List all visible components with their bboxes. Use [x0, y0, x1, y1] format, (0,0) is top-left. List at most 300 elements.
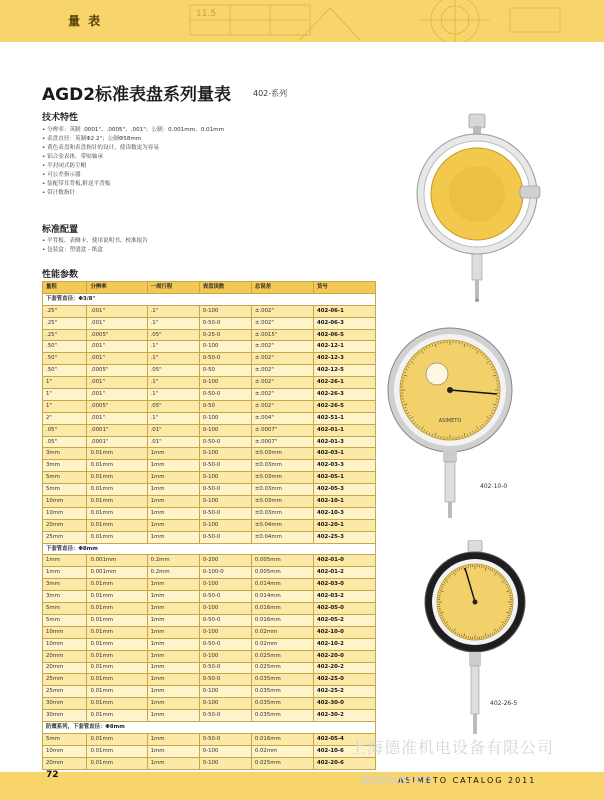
table-cell: 2" [43, 412, 87, 424]
table-cell: .0001" [87, 436, 147, 448]
table-cell: 402-20-2 [313, 662, 375, 674]
table-cell: .001" [87, 317, 147, 329]
gauge3-caption: 402-26-5 [490, 700, 518, 707]
table-cell: 0-100 [199, 424, 251, 436]
table-cell: 0.01mm [87, 662, 147, 674]
table-cell: 0.025mm [251, 757, 313, 769]
table-row [43, 365, 376, 377]
table-cell: 30mm [43, 710, 87, 722]
table-cell: .001" [87, 412, 147, 424]
table-row [43, 353, 376, 365]
table-cell: 402-06-1 [313, 305, 375, 317]
table-cell: 0-100 [199, 377, 251, 389]
section-label: 量 表 [68, 14, 103, 28]
table-row [43, 377, 376, 389]
table-cell: 0.01mm [87, 460, 147, 472]
page-number: 72 [46, 770, 59, 780]
table-row [43, 674, 376, 686]
table-cell: 5mm [43, 603, 87, 615]
table-row [43, 341, 376, 353]
table-row [43, 507, 376, 519]
table-cell: 0-100 [199, 745, 251, 757]
table-cell: ±0.04mm [251, 519, 313, 531]
table-cell: 0-50 [199, 365, 251, 377]
table-cell: 0.005mm [251, 567, 313, 579]
table-cell: 402-12-3 [313, 353, 375, 365]
table-cell: 402-06-3 [313, 317, 375, 329]
dial-gauge-3-illustration [420, 540, 530, 740]
table-row [43, 603, 376, 615]
table-cell: 0.01mm [87, 745, 147, 757]
table-row [43, 662, 376, 674]
table-cell: 402-26-3 [313, 389, 375, 401]
table-cell: 0-50-0 [199, 317, 251, 329]
table-cell: .25" [43, 305, 87, 317]
table-cell: .001" [87, 305, 147, 317]
table-cell: 402-10-3 [313, 507, 375, 519]
table-cell: 1mm [147, 531, 199, 543]
table-cell: 0.016mm [251, 733, 313, 745]
table-cell: 0-100 [199, 305, 251, 317]
table-cell: 402-10-0 [313, 626, 375, 638]
table-cell: 3mm [43, 591, 87, 603]
table-cell: 402-06-5 [313, 329, 375, 341]
header-sketch-label: 11.5 [196, 9, 217, 19]
table-cell: 402-01-3 [313, 436, 375, 448]
table-row [43, 733, 376, 745]
table-cell: 10mm [43, 638, 87, 650]
table-row [43, 710, 376, 722]
table-cell: 402-26-1 [313, 377, 375, 389]
table-cell: ±0.03mm [251, 507, 313, 519]
table-cell: 0.01mm [87, 710, 147, 722]
table-row [43, 329, 376, 341]
table-cell: 1" [43, 377, 87, 389]
table-cell: 402-20-0 [313, 650, 375, 662]
table-cell: 0-100 [199, 626, 251, 638]
col-reading: 表盘读数 [199, 282, 251, 294]
table-cell: 3mm [43, 579, 87, 591]
table-cell: 0-100 [199, 686, 251, 698]
table-cell: 25mm [43, 531, 87, 543]
table-cell: 0.035mm [251, 710, 313, 722]
table-cell: 0.01mm [87, 674, 147, 686]
table-cell: 0.014mm [251, 591, 313, 603]
table-cell: 402-03-2 [313, 591, 375, 603]
table-cell: 402-05-2 [313, 614, 375, 626]
tech-bullets-item: • 可公差指示器 [42, 172, 81, 178]
table-row [43, 638, 376, 650]
table-cell: 0-50 [199, 400, 251, 412]
table-cell: 0.01mm [87, 614, 147, 626]
table-cell: 402-03-1 [313, 448, 375, 460]
table-row [43, 424, 376, 436]
table-cell: 5mm [43, 614, 87, 626]
table-cell: 0.02mm [251, 638, 313, 650]
table-cell: 1mm [147, 484, 199, 496]
table-cell: 1mm [147, 496, 199, 508]
table-cell: .50" [43, 341, 87, 353]
table-cell: 1mm [147, 460, 199, 472]
table-cell: 1mm [147, 662, 199, 674]
table-cell: 0.01mm [87, 733, 147, 745]
table-cell: 0-100 [199, 472, 251, 484]
table-cell: 402-20-1 [313, 519, 375, 531]
table-cell: 1mm [147, 579, 199, 591]
series-label: 402-系列 [253, 89, 288, 98]
table-cell: .05" [43, 424, 87, 436]
page-title: AGD2标准表盘系列量表 [42, 85, 232, 105]
table-cell: ±.0007" [251, 424, 313, 436]
table-cell: 10mm [43, 507, 87, 519]
table-cell: 0.01mm [87, 603, 147, 615]
table-cell: 20mm [43, 662, 87, 674]
table-cell: 0.035mm [251, 674, 313, 686]
table-cell: 0-100 [199, 579, 251, 591]
table-cell: 0-50-0 [199, 710, 251, 722]
group-header-row [43, 543, 376, 555]
table-row [43, 650, 376, 662]
table-cell: 0-100 [199, 341, 251, 353]
table-cell: 3mm [43, 460, 87, 472]
spec-table-body [43, 293, 376, 769]
table-cell: 0.035mm [251, 698, 313, 710]
table-cell: .25" [43, 329, 87, 341]
table-cell: 402-05-1 [313, 472, 375, 484]
table-cell: 0-50-0 [199, 507, 251, 519]
table-cell: ±.004" [251, 412, 313, 424]
gauge2-caption: 402-10-0 [480, 483, 508, 490]
group-title: 下套管直径：Φ3/8" [43, 293, 376, 305]
std-heading: 标准配置 [42, 225, 79, 235]
table-cell: 0.01mm [87, 472, 147, 484]
table-cell: 0.01mm [87, 626, 147, 638]
table-cell: 1mm [147, 472, 199, 484]
table-cell: 402-10-6 [313, 745, 375, 757]
table-cell: ±.002" [251, 305, 313, 317]
table-cell: 10mm [43, 626, 87, 638]
table-cell: 1mm [147, 757, 199, 769]
table-cell: 0.01mm [87, 757, 147, 769]
tech-bullets-item: • 带计数指针 [42, 190, 76, 196]
table-cell: 10mm [43, 745, 87, 757]
table-cell: 30mm [43, 698, 87, 710]
table-cell: 402-01-2 [313, 567, 375, 579]
table-cell: 0.025mm [251, 650, 313, 662]
table-cell: 0-100 [199, 496, 251, 508]
table-cell: 0-50-0 [199, 531, 251, 543]
table-cell: .001" [87, 389, 147, 401]
table-row [43, 305, 376, 317]
table-cell: 0.01mm [87, 591, 147, 603]
table-cell: 1mm [147, 710, 199, 722]
table-cell: .001" [87, 377, 147, 389]
table-cell: .05" [43, 436, 87, 448]
table-cell: 402-10-1 [313, 496, 375, 508]
table-cell: 0.01mm [87, 507, 147, 519]
table-cell: .25" [43, 317, 87, 329]
table-row [43, 496, 376, 508]
table-cell: ±0.03mm [251, 496, 313, 508]
table-cell: 402-26-5 [313, 400, 375, 412]
table-cell: 0-100 [199, 412, 251, 424]
std-bullets-item: • 包装盒：塑盛盒 - 纸盒 [42, 247, 103, 253]
table-cell: 0.01mm [87, 519, 147, 531]
table-cell: 402-30-2 [313, 710, 375, 722]
table-cell: .1" [147, 341, 199, 353]
table-cell: 1mm [147, 650, 199, 662]
table-cell: ±.0015" [251, 329, 313, 341]
table-cell: .01" [147, 424, 199, 436]
table-cell: 0.01mm [87, 579, 147, 591]
table-cell: 0.01mm [87, 698, 147, 710]
col-resolution: 分辨率 [87, 282, 147, 294]
table-row [43, 567, 376, 579]
table-row [43, 698, 376, 710]
table-cell: 0-100 [199, 650, 251, 662]
table-cell: ±.002" [251, 389, 313, 401]
col-part-no: 货号 [313, 282, 375, 294]
table-cell: 0.01mm [87, 650, 147, 662]
table-cell: 10mm [43, 496, 87, 508]
table-cell: 0.01mm [87, 531, 147, 543]
table-row [43, 757, 376, 769]
table-cell: 1mm [147, 733, 199, 745]
table-cell: .0001" [87, 424, 147, 436]
table-cell: 1mm [147, 519, 199, 531]
tech-bullets-item: • 半封闭式防尘帽 [42, 163, 87, 169]
table-cell: 0-200 [199, 555, 251, 567]
table-cell: .1" [147, 305, 199, 317]
table-cell: 1mm [147, 638, 199, 650]
watermark-company: 上海德准机电设备有限公司 [350, 738, 555, 757]
table-cell: 3mm [43, 448, 87, 460]
table-cell: 5mm [43, 472, 87, 484]
tech-bullets-item: • 铝合金表体，带贴轴承 [42, 154, 104, 160]
table-cell: .05" [147, 400, 199, 412]
table-row [43, 317, 376, 329]
table-cell: 0.016mm [251, 603, 313, 615]
header-band [0, 0, 604, 42]
table-cell: 0.025mm [251, 662, 313, 674]
table-cell: .0005" [87, 365, 147, 377]
tech-heading: 技术特性 [42, 113, 79, 123]
table-cell: 1mm [147, 603, 199, 615]
table-cell: 0.014mm [251, 579, 313, 591]
table-row [43, 555, 376, 567]
table-cell: 402-12-5 [313, 365, 375, 377]
table-cell: 1" [43, 400, 87, 412]
table-cell: 0-100 [199, 519, 251, 531]
table-cell: .50" [43, 353, 87, 365]
table-cell: 0.01mm [87, 496, 147, 508]
table-row [43, 448, 376, 460]
table-cell: .1" [147, 389, 199, 401]
dial-gauge-2-illustration [385, 322, 515, 522]
table-cell: 0-50-0 [199, 733, 251, 745]
table-cell: 1mm [147, 507, 199, 519]
table-row [43, 389, 376, 401]
table-cell: 25mm [43, 674, 87, 686]
table-cell: .0005" [87, 329, 147, 341]
table-cell: 1mm [147, 626, 199, 638]
spec-table [42, 281, 376, 770]
table-cell: 402-05-0 [313, 603, 375, 615]
group-title: 防震系列，下套管直径：Φ8mm [43, 721, 376, 733]
table-cell: ±.002" [251, 365, 313, 377]
table-cell: .50" [43, 365, 87, 377]
table-cell: 402-10-2 [313, 638, 375, 650]
table-cell: ±0.04mm [251, 531, 313, 543]
table-cell: .05" [147, 329, 199, 341]
table-cell: 1" [43, 389, 87, 401]
perf-heading: 性能参数 [42, 270, 79, 280]
tech-bullets [42, 126, 224, 198]
table-cell: 1mm [147, 745, 199, 757]
table-cell: .1" [147, 412, 199, 424]
table-cell: 1mm [43, 567, 87, 579]
table-row [43, 472, 376, 484]
table-cell: 0-100 [199, 757, 251, 769]
table-cell: ±0.03mm [251, 484, 313, 496]
table-row [43, 519, 376, 531]
table-cell: 402-25-0 [313, 674, 375, 686]
table-cell: 0-25-0 [199, 329, 251, 341]
col-travel: 一周行程 [147, 282, 199, 294]
table-cell: ±0.03mm [251, 472, 313, 484]
table-cell: ±0.03mm [251, 460, 313, 472]
table-row [43, 400, 376, 412]
table-cell: 0.005mm [251, 555, 313, 567]
table-cell: 0-50-0 [199, 353, 251, 365]
tech-bullets-item: • 装配带耳背板,附送平背板 [42, 181, 111, 187]
table-cell: 402-30-0 [313, 698, 375, 710]
table-cell: 1mm [147, 674, 199, 686]
table-cell: 0-100 [199, 603, 251, 615]
table-row [43, 745, 376, 757]
table-cell: 0.02mm [251, 626, 313, 638]
table-row [43, 412, 376, 424]
group-title: 下套管直径：Φ8mm [43, 543, 376, 555]
table-cell: 0.01mm [87, 686, 147, 698]
table-cell: 402-20-6 [313, 757, 375, 769]
table-cell: 0.01mm [87, 448, 147, 460]
table-cell: 402-05-4 [313, 733, 375, 745]
table-row [43, 531, 376, 543]
table-cell: 0-100 [199, 698, 251, 710]
watermark-domain: dezhun.cn [360, 772, 433, 788]
table-cell: 0.2mm [147, 555, 199, 567]
spec-table-header [43, 282, 376, 294]
table-cell: 0-50-0 [199, 436, 251, 448]
table-cell: 402-25-2 [313, 686, 375, 698]
table-cell: 0.02mm [251, 745, 313, 757]
table-cell: .05" [147, 365, 199, 377]
table-cell: 402-03-0 [313, 579, 375, 591]
table-cell: ±.002" [251, 341, 313, 353]
table-cell: .1" [147, 377, 199, 389]
catalog-title: ASIMETO CATALOG 2011 [398, 776, 537, 785]
table-cell: .001" [87, 341, 147, 353]
table-cell: .0005" [87, 400, 147, 412]
table-cell: 20mm [43, 757, 87, 769]
tech-bullets-item: • 分辨率：英制 .0001"、.0005"、.001"；公制：0.001mm、0.01mm [42, 127, 225, 133]
table-cell: ±.002" [251, 377, 313, 389]
table-cell: ±.0007" [251, 436, 313, 448]
table-row [43, 484, 376, 496]
table-cell: 0-50-0 [199, 460, 251, 472]
table-cell: 5mm [43, 733, 87, 745]
table-cell: 0.001mm [87, 567, 147, 579]
table-row [43, 614, 376, 626]
table-cell: 0-50-0 [199, 638, 251, 650]
table-cell: 0-50-0 [199, 591, 251, 603]
tech-bullets-item: • 黄色表盘和表盘指针的设计，使读数更为容易 [42, 145, 159, 151]
group-header-row [43, 293, 376, 305]
table-cell: 20mm [43, 519, 87, 531]
table-cell: 402-01-1 [313, 424, 375, 436]
table-cell: ±0.03mm [251, 448, 313, 460]
table-row [43, 460, 376, 472]
table-row [43, 591, 376, 603]
table-cell: 0-50-0 [199, 662, 251, 674]
table-cell: 0-50-0 [199, 674, 251, 686]
table-cell: .01" [147, 436, 199, 448]
table-cell: 0-100-0 [199, 567, 251, 579]
table-cell: 0.035mm [251, 686, 313, 698]
table-cell: 402-51-1 [313, 412, 375, 424]
table-cell: 1mm [147, 591, 199, 603]
table-cell: 0-50-0 [199, 389, 251, 401]
table-row [43, 686, 376, 698]
table-cell: 0.01mm [87, 638, 147, 650]
table-cell: 402-12-1 [313, 341, 375, 353]
table-cell: 1mm [147, 686, 199, 698]
table-cell: 0.2mm [147, 567, 199, 579]
table-cell: 402-25-3 [313, 531, 375, 543]
dial-brand-label: ASIMETO [438, 418, 462, 424]
tech-bullets-item: • 表盘直径：英制Φ2.2"；公制Φ58mm [42, 136, 142, 142]
table-cell: 0.016mm [251, 614, 313, 626]
table-cell: 402-01-0 [313, 555, 375, 567]
table-cell: ±.002" [251, 317, 313, 329]
table-cell: 20mm [43, 650, 87, 662]
table-row [43, 626, 376, 638]
table-cell: 1mm [147, 448, 199, 460]
table-cell: 25mm [43, 686, 87, 698]
std-bullets [42, 237, 148, 255]
table-cell: 0-50-0 [199, 484, 251, 496]
table-row [43, 579, 376, 591]
dial-gauge-1-illustration [412, 112, 542, 302]
table-cell: .1" [147, 317, 199, 329]
table-cell: 0-100 [199, 448, 251, 460]
table-cell: 402-05-3 [313, 484, 375, 496]
col-error: 总误差 [251, 282, 313, 294]
table-cell: ±.002" [251, 400, 313, 412]
std-bullets-item: • 平背板、表侧卡、使用说明书、校准报告 [42, 238, 148, 244]
group-header-row [43, 721, 376, 733]
table-cell: 0.001mm [87, 555, 147, 567]
table-row [43, 436, 376, 448]
table-cell: 5mm [43, 484, 87, 496]
table-cell: .001" [87, 353, 147, 365]
table-cell: 1mm [147, 614, 199, 626]
table-cell: .1" [147, 353, 199, 365]
table-cell: ±.002" [251, 353, 313, 365]
table-cell: 0-50-0 [199, 614, 251, 626]
table-cell: 402-03-3 [313, 460, 375, 472]
